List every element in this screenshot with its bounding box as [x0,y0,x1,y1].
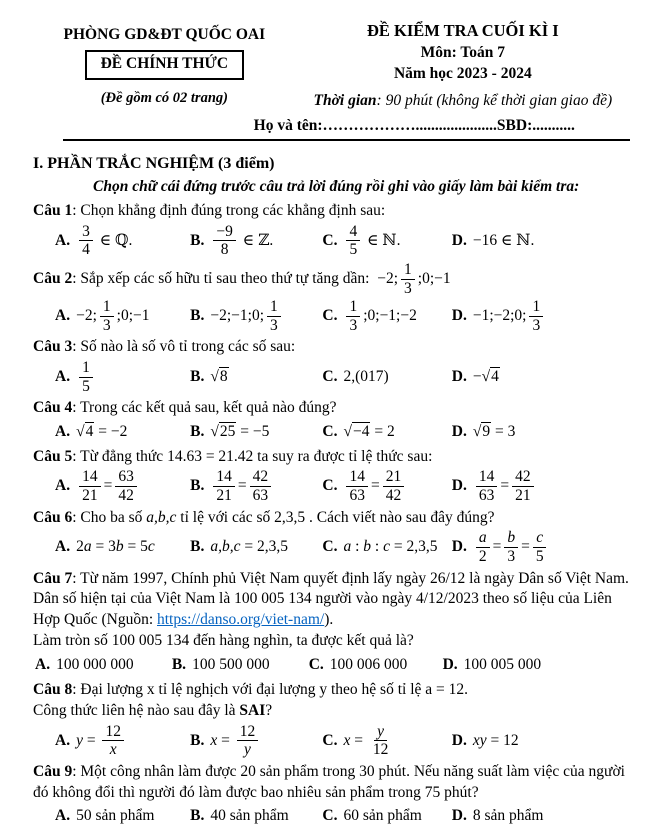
option-C [322,224,451,259]
question-line [33,201,630,221]
question-text: : Từ năm 1997, Chính phủ Việt Nam quyết định lấy ngày 26/12 là ngày Dân số Việt Nam. Dân số hiện tại của Việt Nam là 100 005 134 người vào ngày 4/12/2023 theo số liệu của Liên Hợp Quốc (Nguồn: https://danso.org/viet-nam/). [33,569,629,628]
question-text: : Cho ba số a,b,c tỉ lệ với các số 2,3,5 . Cách viết nào sau đây đúng? [72,508,495,526]
option-D [452,299,630,334]
option-A [35,654,172,676]
option-value: √−4 = 2 [343,422,395,440]
option-C [322,724,451,759]
option-A [55,299,190,334]
question-text: : Đại lượng x tỉ lệ nghịch với đại lượng y theo hệ số tỉ lệ a = 12. [72,680,469,698]
question-line [33,680,630,700]
option-A [55,421,190,443]
school-year: Năm học 2023 - 2024 [393,65,532,83]
option-letter: A. [55,538,71,556]
option-A [55,724,190,759]
question-extra-text: Công thức liên hệ nào sau đây là SAI? [33,702,273,720]
option-B [190,421,322,443]
option-letter: B. [190,477,205,495]
option-letter: C. [322,367,338,385]
option-value: 50 sản phẩm [76,806,155,824]
question-text: : Sắp xếp các số hữu tỉ sau theo thứ tự tăng dần: −2; $\frac{1}{3}$ ;0;−1 [72,261,451,297]
department-name: PHÒNG GD&ĐT QUỐC OAI [63,26,266,43]
question-number: Câu 4 [33,399,73,417]
option-letter: D. [442,655,458,673]
header-divider [63,139,630,141]
option-value: $\frac{a}{2}$ = $\frac{b}{3}$ = $\frac{c}{5}$ [473,530,550,565]
question-line [33,762,630,803]
option-letter: B. [190,367,205,385]
option-value: √8 [210,367,228,385]
question-number: Câu 8 [33,680,73,698]
option-D [452,530,630,565]
option-value: −1;−2;0; $\frac{1}{3}$ [473,299,546,334]
question [33,447,630,504]
option-letter: D. [451,806,467,824]
question-options [33,654,630,676]
question-extra-text: Làm tròn số 100 005 134 đến hàng nghìn, ta được kết quả là? [33,632,414,650]
option-letter: B. [190,806,205,824]
option-value: 100 500 000 [192,655,270,673]
option-D [452,730,630,752]
question-number: Câu 1 [33,202,73,220]
option-letter: B. [190,306,205,324]
question-text: : Chọn khẳng định đúng trong các khẳng định sau: [72,202,386,220]
option-letter: A. [55,306,71,324]
option-D [452,421,630,443]
option-letter: D. [451,306,467,324]
exam-subject: Môn: Toán 7 [420,43,506,61]
option-C [322,805,451,827]
option-A [55,537,190,559]
section-title: I. PHẦN TRẮC NGHIỆM (3 điểm) [33,154,275,172]
question-line [33,447,630,467]
option-value: $\frac{14}{63}$ = $\frac{21}{42}$ [343,469,407,504]
exam-header [33,20,630,137]
question-options [33,805,630,827]
question-text: : Một công nhân làm được 20 sản phẩm trong 30 phút. Nếu năng suất làm việc của người đó không đổi thì người đó làm được bao nhiêu sản phẩm trong 75 phút? [33,763,625,801]
question-options [33,469,630,504]
option-letter: D. [451,231,467,249]
option-letter: D. [451,367,467,385]
questions-list [33,201,630,827]
question-options [33,224,630,259]
question-number: Câu 6 [33,508,73,526]
option-C [322,421,451,443]
option-letter: D. [451,538,467,556]
official-exam-label: ĐỀ CHÍNH THỨC [100,55,229,73]
option-A [55,805,190,827]
question [33,508,630,565]
question-number: Câu 9 [33,763,73,781]
option-value: −2; $\frac{1}{3}$ ;0;−1 [76,297,150,334]
option-value: −16 ∈ ℕ. [472,231,535,249]
section-instruction: Chọn chữ cái đứng trước câu trả lời đúng rồi ghi vào giấy làm bài kiểm tra: [93,177,580,195]
option-value: x = $\frac{12}{y}$ [210,724,261,759]
option-value: 40 sản phẩm [210,806,289,824]
question-options [33,530,630,565]
option-letter: A. [55,806,71,824]
pages-note: (Đề gồm có 02 trang) [100,89,228,106]
name-sbd-line: Họ và tên:……………….....................SBD:........... [253,117,575,135]
question [33,762,630,827]
question-line [33,569,630,630]
option-B [190,299,322,334]
option-letter: A. [55,731,71,749]
exam-duration [296,91,630,111]
option-value: $\frac{14}{21}$ = $\frac{63}{42}$ [76,469,140,504]
header-right-block [253,20,630,137]
option-letter: B. [190,538,205,556]
option-value: 100 000 000 [56,655,134,673]
option-B [190,724,322,759]
option-C [322,537,451,559]
option-D [452,230,630,252]
question-line [33,398,630,418]
option-value: 100 006 000 [329,655,408,673]
danso-link[interactable]: https://danso.org/viet-nam/ [157,610,325,628]
question-number: Câu 7 [33,569,73,587]
official-exam-box [85,50,244,79]
option-letter: D. [451,731,467,749]
option-value: √25 = −5 [210,422,270,440]
option-letter: C. [322,422,338,440]
question-text: : Số nào là số vô tỉ trong các số sau: [72,338,296,356]
question [33,680,630,759]
duration-text: : 90 phút (không kể thời gian giao đề) [376,91,613,109]
question-options [33,724,630,759]
question-number: Câu 2 [33,270,73,288]
option-C [322,366,451,388]
question-line [33,508,630,528]
option-D [452,469,630,504]
option-letter: C. [322,806,338,824]
option-B [190,224,322,259]
option-value: xy = 12 [472,731,519,749]
question-number: Câu 5 [33,447,73,465]
question-line [33,262,630,297]
question-options [33,360,630,395]
option-value: y = $\frac{12}{x}$ [76,724,127,759]
option-letter: B. [190,231,205,249]
question [33,201,630,258]
option-value: √9 = 3 [472,422,516,440]
option-letter: A. [55,422,71,440]
option-D [452,805,630,827]
question-line [33,337,630,357]
option-A [55,224,190,259]
option-B [190,366,322,388]
option-value: $\frac{4}{5}$ ∈ ℕ. [343,224,400,259]
option-value: x = $\frac{y}{12}$ [343,722,389,759]
option-value: 100 005 000 [463,655,542,673]
option-value: 2a = 3b = 5c [76,538,155,556]
option-letter: C. [322,231,338,249]
option-A [55,360,190,395]
option-value: $\frac{-9}{8}$ ∈ ℤ. [210,224,273,259]
option-letter: A. [35,655,51,673]
option-B [190,805,322,827]
option-letter: A. [55,477,71,495]
option-C [322,299,451,334]
option-value: $\frac{14}{63}$ = $\frac{42}{21}$ [473,469,537,504]
option-value: 8 sản phẩm [472,806,544,824]
option-value: $\frac{1}{3}$ ;0;−1;−2 [343,299,416,334]
option-letter: D. [451,477,467,495]
question-options [33,421,630,443]
option-letter: C. [308,655,324,673]
option-letter: A. [55,367,71,385]
option-value: 60 sản phẩm [343,806,422,824]
option-value: a : b : c = 2,3,5 [343,538,438,556]
option-A [55,469,190,504]
option-B [190,537,322,559]
option-value: −√4 [472,367,499,385]
question-number: Câu 3 [33,338,73,356]
question [33,398,630,442]
option-D [452,366,630,388]
option-value: √4 = −2 [76,422,128,440]
option-letter: C. [322,306,338,324]
question-text: : Trong các kết quả sau, kết quả nào đúng? [72,399,337,417]
question [33,337,630,394]
option-D [443,654,630,676]
question-options [33,299,630,334]
option-letter: B. [190,731,205,749]
option-letter: C. [322,731,338,749]
option-value: $\frac{14}{21}$ = $\frac{42}{63}$ [210,469,274,504]
option-C [322,469,451,504]
option-letter: D. [451,422,467,440]
duration-label: Thời gian [313,91,377,109]
option-letter: C. [322,477,338,495]
option-C [309,654,443,676]
option-value: $\frac{3}{4}$ ∈ ℚ. [76,224,132,259]
exam-title: ĐỀ KIỂM TRA CUỐI KÌ I [366,21,559,40]
option-value: $\frac{1}{5}$ [76,360,96,395]
option-letter: B. [171,655,187,673]
question [33,569,630,676]
question-text: : Từ đẳng thức 14.63 = 21.42 ta suy ra được tỉ lệ thức sau: [72,447,433,465]
option-B [172,654,309,676]
option-value: 2,(017) [343,367,389,385]
question [33,262,630,333]
option-B [190,469,322,504]
option-value: a,b,c = 2,3,5 [210,538,288,556]
option-value: −2;−1;0; $\frac{1}{3}$ [210,299,283,334]
option-letter: C. [322,538,338,556]
option-letter: A. [55,231,71,249]
option-letter: B. [190,422,205,440]
